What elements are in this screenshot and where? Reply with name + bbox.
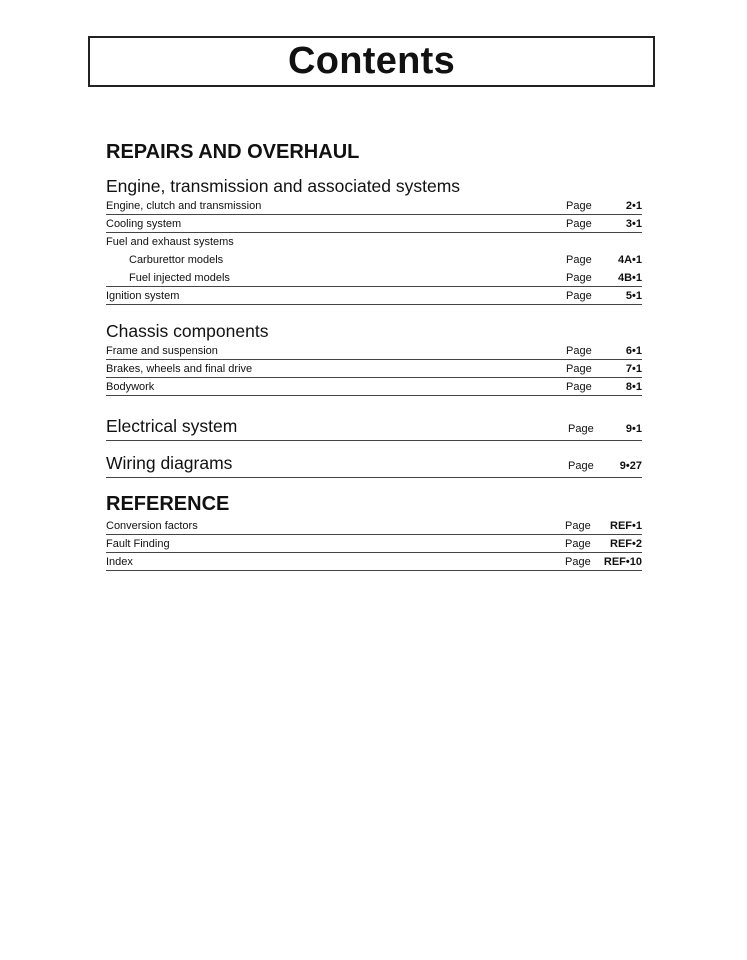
toc-row[interactable] [106,197,642,215]
page-number: 4A•1 [617,254,642,266]
reference-section [106,491,642,571]
toc-row[interactable] [106,342,642,360]
page-label: Page [566,200,592,212]
page-label: Page [566,290,592,302]
toc-row [106,233,642,251]
toc-row[interactable] [106,553,642,571]
toc-row[interactable] [106,269,642,287]
toc-label: Electrical system [106,416,238,436]
page-label: Page [566,381,592,393]
page-label: Page [566,254,592,266]
page-number: 6•1 [625,345,642,357]
toc-label: Ignition system [106,290,180,302]
toc-label: Fuel and exhaust systems [106,236,234,248]
page-label: Page [568,460,594,472]
page-number: REF•1 [610,520,642,532]
page-label: Page [568,423,594,435]
page-number: 9•27 [619,460,642,472]
toc-row[interactable] [106,517,642,535]
toc-label: Fuel injected models [129,272,230,284]
wiring-entry[interactable] [106,447,642,478]
toc-row[interactable] [106,535,642,553]
toc-row[interactable] [106,215,642,233]
toc-label: Carburettor models [129,254,224,266]
page-label: Page [566,218,592,230]
toc-label: Brakes, wheels and final drive [106,363,253,375]
page-label: Page [565,556,591,568]
page-title: Contents [287,40,456,82]
toc-label: Bodywork [106,381,155,393]
toc-row[interactable] [106,360,642,378]
toc-label: Fault Finding [106,538,170,550]
page-number: REF•10 [603,556,642,568]
toc-label: Wiring diagrams [106,453,233,473]
page-number: 7•1 [625,363,642,375]
page-label: Page [566,272,592,284]
page-number: 4B•1 [617,272,642,284]
toc-label: Cooling system [106,218,182,230]
section-heading: REFERENCE [106,493,230,515]
engine-group [106,175,642,305]
toc-row[interactable] [106,251,642,269]
page-number: 2•1 [625,200,642,212]
group-heading: Engine, transmission and associated systems [106,176,461,196]
page-label: Page [566,345,592,357]
toc-row[interactable] [106,378,642,396]
page-number: 5•1 [625,290,642,302]
page-number: 8•1 [625,381,642,393]
page-number: REF•2 [610,538,642,550]
chassis-group [106,320,642,396]
toc-label: Frame and suspension [106,345,218,357]
electrical-entry[interactable] [106,410,642,441]
page-number: 9•1 [625,423,642,435]
section-heading: REPAIRS AND OVERHAUL [106,141,360,163]
page-label: Page [565,538,591,550]
toc-label: Conversion factors [106,520,198,532]
toc-row[interactable] [106,287,642,305]
title-box [88,36,655,87]
page-label: Page [566,363,592,375]
group-heading: Chassis components [106,321,269,341]
page-label: Page [565,520,591,532]
page-number: 3•1 [625,218,642,230]
repairs-section [106,139,642,165]
toc-label: Index [106,556,133,568]
toc-label: Engine, clutch and transmission [106,200,262,212]
